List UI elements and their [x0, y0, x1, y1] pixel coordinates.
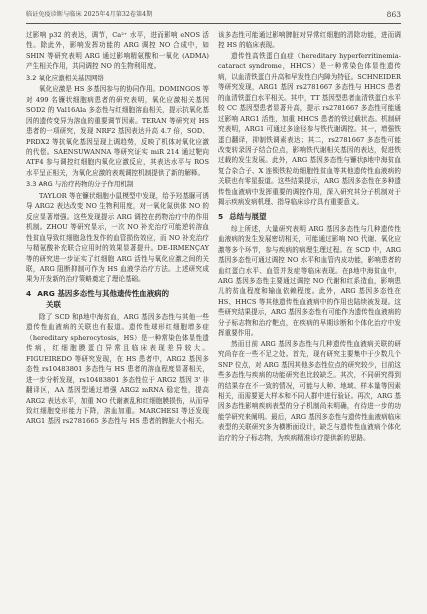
- section-title: 总结与展望: [229, 211, 267, 221]
- subsection-heading: 3.3 ARG 与治疗药物的分子作用机制: [26, 180, 134, 189]
- section-heading: [26, 288, 209, 310]
- body-paragraph: 然而目前 ARG 基因多态性与几种遗传性血液病关联的研究尚存在一些不足之处。首先，现有研究主要集中于少数几个 SNP 位点，对 ARG 基因其他多态性位点的研究较少，目前这些多态性与疾病的功能研究也比较缺乏。其次，不同研究得到的结果存在不一致的情况，可能与人种、地域、样本量等因素相关，而需要更大样本和不同人群中进行验证。再次，ARG 基因多态性影响疾病表型的分子机制尚未明确，有待进一步的功能学研究来阐明。最后，ARG 基因多态性与遗传性血液病临床表型的关联研究多为横断面设计，缺乏与遗传性血液病个体化治疗的分子标志物，为疾病精准诊疗提供新的思路。: [218, 339, 401, 442]
- journal-citation: 临证免疫诊断与临床 2025年4月第32卷第4期: [26, 11, 153, 18]
- body-paragraph: 遗传性高铁蛋白血症（hereditary hyperferritinemia-cataract syndrome，HHCS）是一种常染色体显性遗传病，以血清铁蛋白升高和早发性白内障为特征。SCHNEIDER 等研究发现，ARG1 基因 rs2781667 多态性与 HHCS 患者的血清铁蛋白水平相关。其中，TT 基因型患者血清铁蛋白水平较 CC 基因型患者显著升高，提示 rs2781667 多态性可能通过影响 ARG1 活性，加重 HHCS 患者的铁过载状态。机制研究表明，ARG1 可通过多途径参与铁代谢调控。其一，增强铁蛋白翻译，抑制铁调素表达；其二，rs2781667 多态性可能改变转录因子结合位点，影响铁代谢相关基因的表达，促进铁过载的发生发展。此外，ARG 基因多态性与镰状β地中海贫血复合杂合子、X 连锁铁粒幼细胞性贫血等其他遗传性血液病的关联也有零星报道。这些结果提示，ARG 基因多态性在多种遗传性血液病中发挥重要的调控作用，深入研究其分子机制对于揭示疾病发病机理、指导临床诊疗具有重要意义。: [218, 51, 401, 207]
- running-header: [26, 9, 401, 24]
- section-title-continuation: 关联: [46, 299, 61, 309]
- body-paragraph: 除了 SCD 和β地中海贫血，ARG 基因多态性与其他一些遗传性血液病的关联也有报道。遗传性球形红细胞增多症（hereditary spherocytosis，HS）是一种常染色体显性遗传病，红细胞膜蛋白异常且临床表现差异较大。FIGUEIREDO 等研究发现，在 HS 患者中，ARG2 基因多态性 rs10483801 多态性与 HS 患者的溶血程度显著相关，进一步分析发现，rs10483801 多态性位于 ARG2 基因 3' 非翻译区，AA 基因型通过增强 ARG2 mRNA 稳定性，提高 ARG2 表达水平，加重 NO 代谢紊乱和红细胞膜损伤，从而导致红细胞变形能力下降，溶血加重。MARCHESI 等还发现 ARG1 基因 rs2781665 多态性与 HS 患者的脾脏大小相关。: [26, 312, 209, 426]
- right-text-column: [218, 30, 401, 606]
- body-paragraph: 过影响 p32 的表达，调节，Ca²⁺ 水平，进而影响 eNOS 活性。除此外，影响发挥功能的 ARG 调控 NO 合成中，如 SHIN 等研究表明 ARG 通过影响精氨酸和一氧化 (ADMA) 产生相关作用，共同调控 NO 的生物利用度。: [26, 31, 209, 71]
- section-number: 4: [26, 288, 32, 298]
- left-text-column: [26, 30, 209, 606]
- subsection-heading: 3.2 氧化应激相关基因网络: [26, 73, 105, 82]
- section-title: ARG 基因多态性与其他遗传性血液病的: [37, 288, 170, 298]
- body-paragraph: TAYLOR 等在镰状细胞小鼠模型中发现，给予羟基脲可诱导 ARG2 表达改变 NO 生物利用度，对一氧化氮供体 NO 的反应显著增强。这些发现提示 ARG 调控在药物治疗中的作用机制。ZHOU 等研究显示，一次 NO 补充治疗可能逆转溶血性贫血导致红细胞急性发作的血管损伤效应，而 NO 补充治疗与精氨酸补充联合应用时的效果显著提升。DE-IRMENÇAY 等的研究进一步证实了红细胞 ARG 活性与氧化应激之间的关联，ARG 阻断抑制可作为 HS 血液学治疗方法。上述研究成果为开发新的治疗策略奠定了理论基础。: [26, 191, 209, 284]
- body-paragraph: 综上所述，大量研究表明 ARG 基因多态性与几种遗传性血液病的发生发展密切相关，可能通过影响 NO 代谢、氧化应激等多个环节，参与疾病的病理生理过程。在 SCD 中，ARG 基因多态性可通过调控 NO 水平和血管内皮功能，影响患者的血红蛋白水平、血管并发症等临床表现。在β地中海贫血中，ARG 基因多态性主要通过调控 NO 代谢和红系造血，影响患儿的贫血程度和输血依赖程度。此外，ARG 基因多态性在 HS、HHCS 等其他遗传性血液病中的作用也陆续被发现。这些研究结果提示，ARG 基因多态性有可能作为遗传性血液病的分子标志物和治疗靶点，在疾病的早期诊断和个体化治疗中发挥重要作用。: [218, 224, 401, 338]
- body-paragraph: 氧化应激是 HS 多基因参与的协同作用。DOMINGOS 等对 499 名镰状细胞病患者的研究表明，氧化应激相关基因 SOD2 的 Val16Ala 多态性与红细胞溶血相关，提示抗氧化基因的遗传变异为溶血的重要调节因素。TERAN 等研究对 HS 患者的一项研究，发现 NRF2 基因表达升高 4.7 倍，SOD、PRDX2 等抗氧化基因呈现上调趋势，反映了机体对氧化应激的代偿。SAENSUWANNA 等研究证实 miR 214 通过靶向 ATF4 参与调控红细胞内氧化应激反应，其表达水平与 ROS 水平呈正相关，为氧化应激的表观调控机制提供了新的解释。: [26, 85, 209, 177]
- page-number: 863: [386, 10, 401, 19]
- body-paragraph: 该多态性可能通过影响脾脏对异常红细胞的清除功能，进而调控 HS 的临床表现。: [218, 31, 401, 50]
- section-heading: [218, 211, 401, 222]
- section-number: 5: [218, 211, 224, 221]
